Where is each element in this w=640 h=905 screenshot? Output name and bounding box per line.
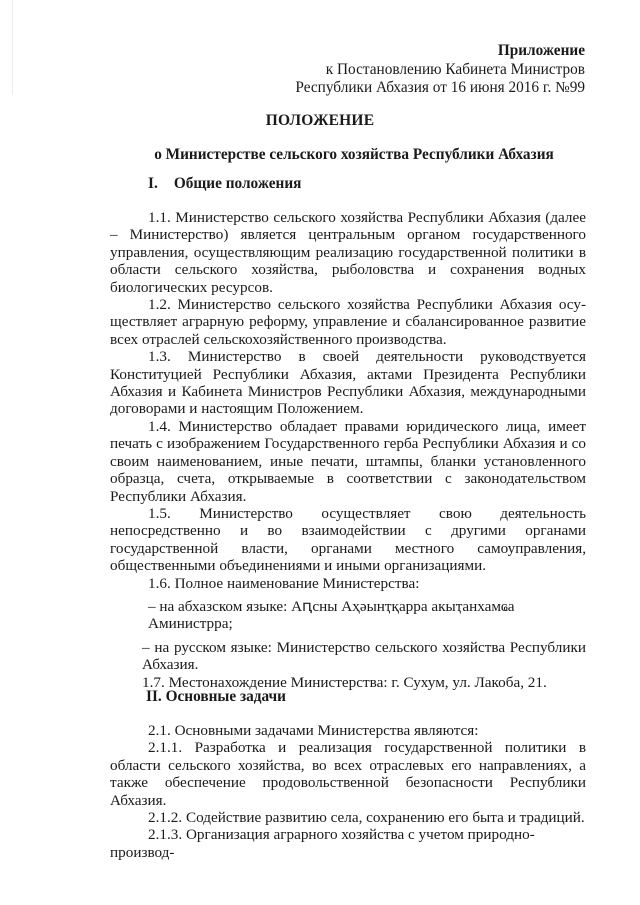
appendix-line-2: Республики Абхазия от 16 июня 2016 г. №99 (295, 79, 585, 96)
section-2-body (110, 722, 586, 861)
paragraph-2-1-3: 2.1.3. Организация аграрного хозяйства с учетом природно-производ- (110, 826, 535, 861)
section-2-heading (146, 688, 286, 706)
section-2-number: II. (146, 688, 162, 705)
paragraph-1-7: 1.7. Местонахождение Министерства: г. Сухум, ул. Лакоба, 21. (142, 673, 547, 691)
name-russian: – на русском языке: Министерство сельского хозяйства Республики Абхазия. (142, 638, 586, 674)
document-subtitle: о Министерстве сельского хозяйства Республики Абхазия (154, 146, 554, 163)
section-2-title: Основные задачи (165, 688, 286, 705)
paragraph-1-6: 1.6. Полное наименование Министерства: (148, 574, 420, 592)
paragraph-1-3: 1.3. Министерство в своей деятельности руководствуется Конституцией Республики Абхазия, актами Президента Республики Абхазия и Кабинета Министров Республики Абхазия, международными договорами и настоящим Положением. (110, 348, 586, 418)
section-1-heading (148, 175, 301, 193)
document-title: ПОЛОЖЕНИЕ (265, 112, 375, 129)
section-1-number: I. (148, 175, 158, 192)
paragraph-2-1-1: 2.1.1. Разработка и реализация государственной политики в области сельского хозяйства, во всех отраслевых его направлениях, а также обеспечение продовольственной безопасности Республики Абхазия. (110, 739, 586, 809)
paragraph-1-1: 1.1. Министерство сельского хозяйства Республики Абхазия (далее – Министерство) является центральным органом государственного управления, осуществляющим реализацию государственной политики в области сельского хозяйства, рыболовства и сохранения водных биологических ресурсов. (110, 209, 586, 296)
paragraph-2-1: 2.1. Основными задачами Министерства являются: (148, 722, 479, 739)
paragraph-1-2: 1.2. Министерство сельского хозяйства Республики Абхазия осуществляет аграрную реформу, управление и сбалансированное развитие всех отраслей сельскохозяйственного производства. (110, 296, 586, 348)
scan-edge-line (12, 0, 13, 95)
appendix-title: Приложение (497, 42, 585, 59)
appendix-line-1: к Постановлению Кабинета Министров (325, 60, 585, 78)
section-1-title: Общие положения (173, 175, 302, 192)
name-abkhaz: – на абхазском языке: Аԥсны Аҳәынҭқарра акыҭанхамҩа Аминистрра; (148, 597, 515, 633)
section-1-body (110, 209, 586, 691)
paragraph-2-1-2: 2.1.2. Содействие развитию села, сохранению его быта и традиций. (148, 809, 585, 827)
paragraph-1-4: 1.4. Министерство обладает правами юридического лица, имеет печать с изображением Государственного герба Республики Абхазия и со своим наименованием, иные печати, штампы, бланки установленного образца, счета, открываемые в соответствии с законодательством Республики Абхазия. (110, 417, 586, 505)
paragraph-1-5: 1.5. Министерство осуществляет свою деятельность непосредственно и во взаимодействии с другими органами государственной власти, органами местного самоуправления, общественными объединениями и иными организациями. (110, 504, 586, 575)
appendix-header (295, 42, 585, 98)
